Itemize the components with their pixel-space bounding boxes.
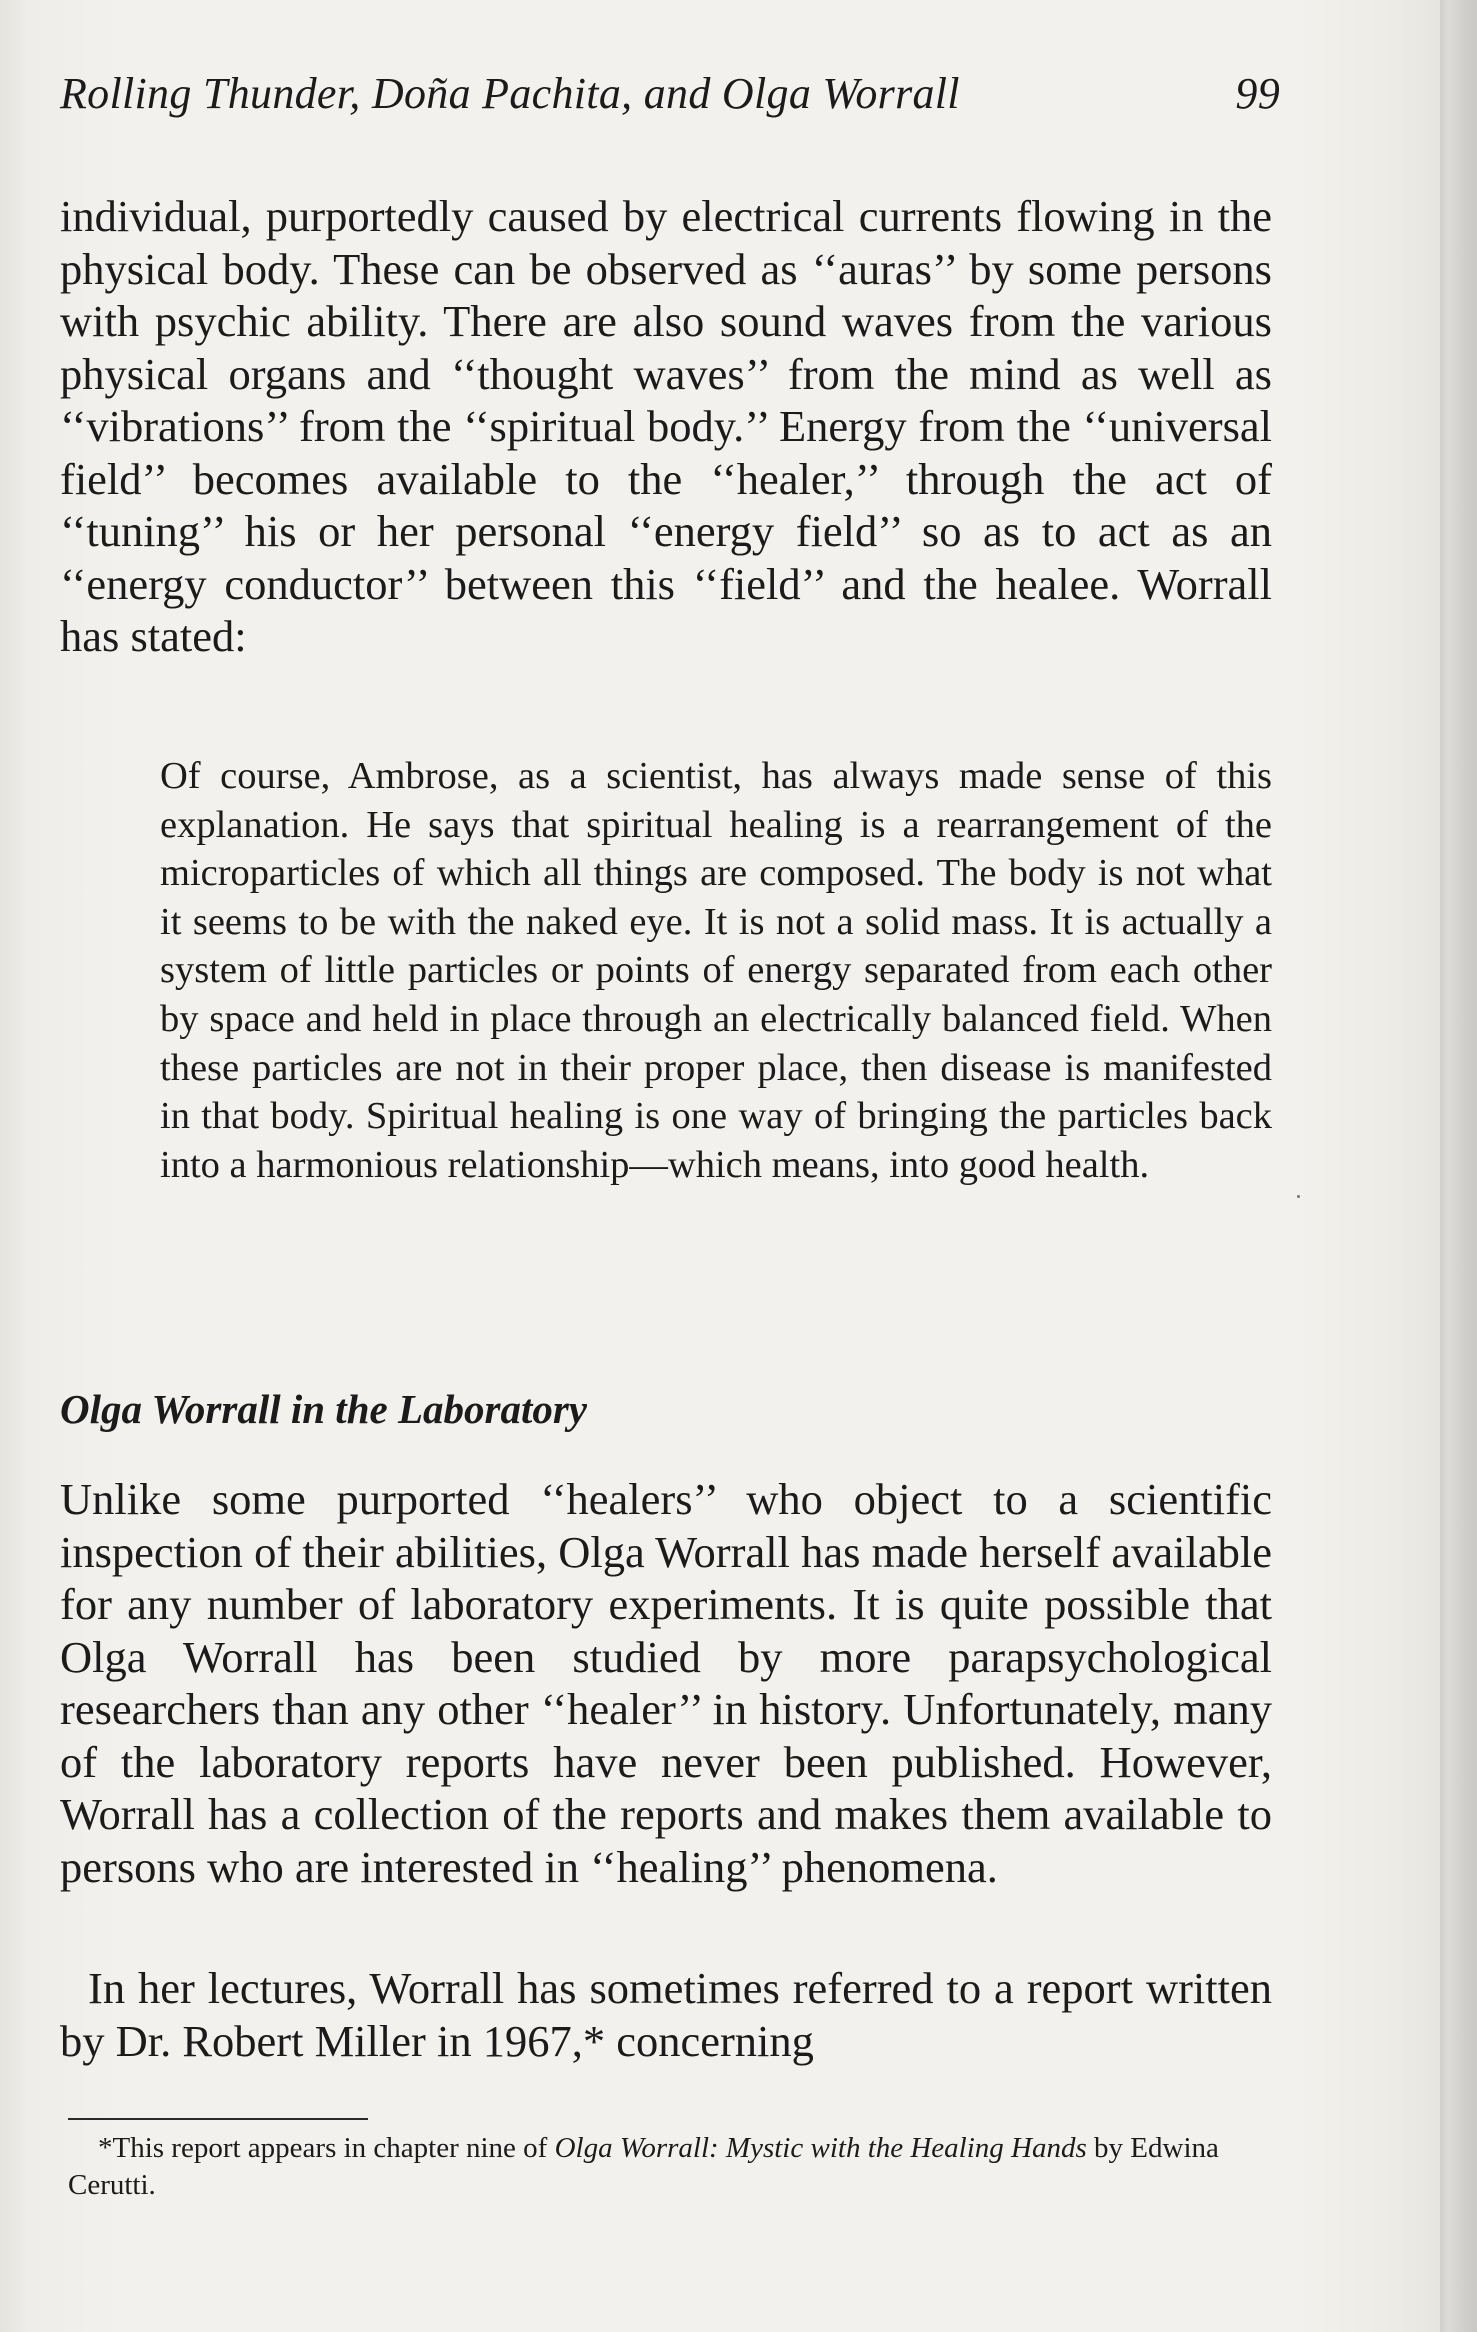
page-number: 99: [1235, 69, 1280, 118]
paper-speck: [1297, 1195, 1300, 1198]
footnote-book-title: Olga Worrall: Mystic with the Healing Hands: [554, 2132, 1087, 2164]
running-head: [60, 68, 1280, 128]
body-paragraph-auras: individual, purportedly caused by electrical currents flowing in the physical body. These can be observed as ‘‘auras’’ by some persons with psychic ability. There are also sound waves from the various physical organs and ‘‘thought waves’’ from the mind as well as ‘‘vibrations’’ from the ‘‘spiritual body.’’ Energy from the ‘‘universal field’’ becomes available to the ‘‘healer,’’ through the act of ‘‘tuning’’ his or her personal ‘‘energy field’’ so as to act as an ‘‘energy conductor’’ between this ‘‘field’’ and the healee. Worrall has stated:: [60, 191, 1272, 661]
footnote-prefix: *This report appears in chapter nine of: [98, 2132, 555, 2164]
footnote-divider: [68, 2118, 368, 2120]
body-paragraph-lectures: In her lectures, Worrall has sometimes referred to a report written by Dr. Robert Miller in 1967,* concerning: [60, 1963, 1272, 2066]
running-head-title: Rolling Thunder, Doña Pachita, and Olga Worrall: [60, 69, 960, 118]
footnote-suffix: by Edwina Cerutti.: [68, 2132, 1219, 2201]
body-paragraph-laboratory: Unlike some purported ‘‘healers’’ who object to a scientific inspection of their abilities, Olga Worrall has made herself available for any number of laboratory experiments. It is quite possible that Olga Worrall has been studied by more parapsychological researchers than any other ‘‘healer’’ in history. Unfortunately, many of the laboratory reports have never been published. However, Worrall has a collection of the reports and makes them available to persons who are interested in ‘‘healing’’ phenomena.: [60, 1474, 1272, 1892]
page-edge-shadow: [1440, 0, 1477, 2332]
block-quote-worrall: Of course, Ambrose, as a scientist, has always made sense of this explanation. He says that spiritual healing is a rearrangement of the microparticles of which all things are composed. The body is not what it seems to be with the naked eye. It is not a solid mass. It is actually a system of little particles or points of energy separated from each other by space and held in place through an electrically balanced field. When these particles are not in their proper place, then disease is manifested in that body. Spiritual healing is one way of bringing the particles back into a harmonious relationship—which means, into good health.: [160, 755, 1272, 1186]
section-heading: Olga Worrall in the Laboratory: [60, 1386, 587, 1432]
footnote: [68, 2130, 1278, 2204]
